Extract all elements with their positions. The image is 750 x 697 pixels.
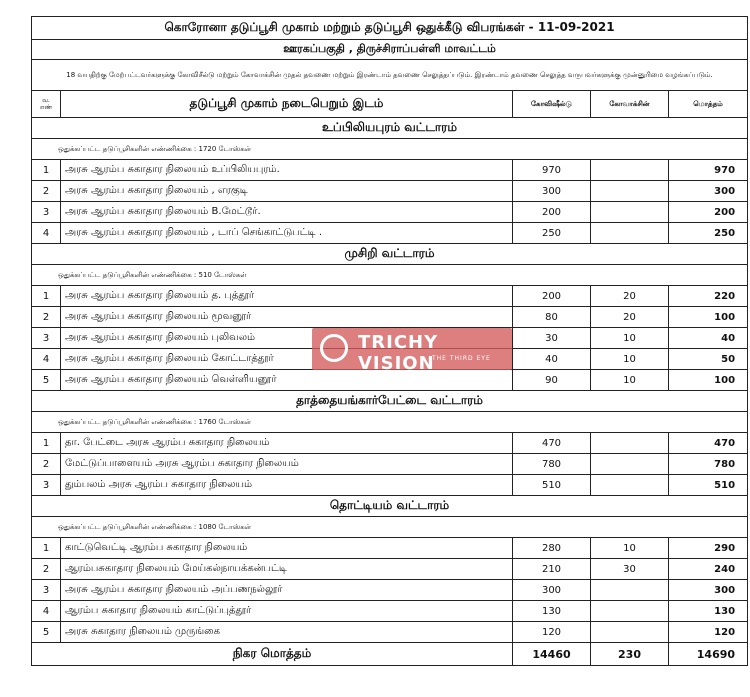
serial-number: 1: [32, 433, 61, 454]
serial-number: 5: [32, 370, 61, 391]
serial-number: 4: [32, 601, 61, 622]
table-row: [32, 160, 748, 181]
covishield-count: 300: [513, 181, 591, 202]
document-subtitle: ஊரகப்பகுதி , திருச்சிராப்பள்ளி மாவட்டம்: [32, 40, 748, 60]
block-name: முசிறி வட்டாரம்: [32, 244, 748, 265]
row-total: 40: [669, 328, 748, 349]
covishield-count: 250: [513, 223, 591, 244]
table-row: [32, 202, 748, 223]
header-covaxin: கோவாக்சின்: [591, 91, 669, 118]
allocation-text: ஒதுக்கப்பட்ட தடுப்பூசிகளின் எண்ணிக்கை : 510 டோஸ்கள்: [32, 265, 748, 286]
row-total: 50: [669, 349, 748, 370]
table-row: [32, 181, 748, 202]
covishield-count: 200: [513, 202, 591, 223]
camp-location: மேட்டுப்பாளையம் அரசு ஆரம்ப சுகாதார நிலையம்: [61, 454, 513, 475]
covishield-count: 80: [513, 307, 591, 328]
covaxin-count: [591, 202, 669, 223]
serial-number: 5: [32, 622, 61, 643]
allocation-text: ஒதுக்கப்பட்ட தடுப்பூசிகளின் எண்ணிக்கை : 1760 டோஸ்கள்: [32, 412, 748, 433]
grand-total-covishield: 14460: [513, 643, 591, 666]
covaxin-count: [591, 454, 669, 475]
grand-total-covaxin: 230: [591, 643, 669, 666]
covishield-count: 200: [513, 286, 591, 307]
table-row: [32, 559, 748, 580]
serial-number: 4: [32, 223, 61, 244]
covaxin-count: 20: [591, 286, 669, 307]
table-row: [32, 622, 748, 643]
table-row: [32, 223, 748, 244]
table-row: [32, 580, 748, 601]
camp-location: அரசு ஆரம்ப சுகாதார நிலையம் வெள்ளியனூர்: [61, 370, 513, 391]
allocation-row: [32, 265, 748, 286]
row-total: 100: [669, 307, 748, 328]
block-name: தொட்டியம் வட்டாரம்: [32, 496, 748, 517]
serial-number: 3: [32, 580, 61, 601]
serial-number: 3: [32, 202, 61, 223]
serial-number: 1: [32, 286, 61, 307]
camp-location: அரசு ஆரம்ப சுகாதார நிலையம் புலிவலம்: [61, 328, 513, 349]
camp-location: அரசு சுகாதார நிலையம் முருங்கை: [61, 622, 513, 643]
camp-location: ஆரம்ப சுகாதார நிலையம் காட்டுப்புத்தூர்: [61, 601, 513, 622]
covaxin-count: 30: [591, 559, 669, 580]
row-total: 300: [669, 580, 748, 601]
watermark-tagline: THE THIRD EYE: [432, 355, 491, 362]
serial-number: 1: [32, 538, 61, 559]
serial-number: 2: [32, 559, 61, 580]
allocation-row: [32, 517, 748, 538]
serial-number: 1: [32, 160, 61, 181]
row-total: 100: [669, 370, 748, 391]
serial-number: 2: [32, 454, 61, 475]
row-total: 130: [669, 601, 748, 622]
covishield-count: 90: [513, 370, 591, 391]
header-covishield: கோவிஷீல்டு: [513, 91, 591, 118]
block-heading-row: [32, 496, 748, 517]
covaxin-count: [591, 223, 669, 244]
watermark-logo-icon: [320, 334, 348, 362]
covishield-count: 40: [513, 349, 591, 370]
document-title: கொரோனா தடுப்பூசி முகாம் மற்றும் தடுப்பூசி ஒதுக்கீடு விபரங்கள் - 11-09-2021: [32, 17, 748, 40]
covishield-count: 30: [513, 328, 591, 349]
camp-location: அரசு ஆரம்ப சுகாதார நிலையம் B.மேட்டூர்.: [61, 202, 513, 223]
camp-location: அரசு ஆரம்ப சுகாதார நிலையம் அப்பணநல்லூர்: [61, 580, 513, 601]
camp-location: தா. பேட்டை அரசு ஆரம்ப சுகாதார நிலையம்: [61, 433, 513, 454]
allocation-text: ஒதுக்கப்பட்ட தடுப்பூசிகளின் எண்ணிக்கை : 1720 டோஸ்கள்: [32, 139, 748, 160]
serial-number: 4: [32, 349, 61, 370]
grand-total-label: நிகர மொத்தம்: [32, 643, 513, 666]
covaxin-count: [591, 580, 669, 601]
camp-location: அரசு ஆரம்ப சுகாதார நிலையம் கோட்டாத்தூர்: [61, 349, 513, 370]
table-row: [32, 454, 748, 475]
subtitle-row: [32, 40, 748, 60]
row-total: 780: [669, 454, 748, 475]
covishield-count: 280: [513, 538, 591, 559]
serial-number: 2: [32, 181, 61, 202]
covishield-count: 300: [513, 580, 591, 601]
covaxin-count: 20: [591, 307, 669, 328]
note-row: [32, 60, 748, 91]
row-total: 250: [669, 223, 748, 244]
covishield-count: 120: [513, 622, 591, 643]
row-total: 970: [669, 160, 748, 181]
covaxin-count: [591, 475, 669, 496]
row-total: 510: [669, 475, 748, 496]
header-serial-number: வ. எண்: [32, 91, 61, 118]
row-total: 200: [669, 202, 748, 223]
table-row: [32, 433, 748, 454]
row-total: 300: [669, 181, 748, 202]
header-total: மொத்தம்: [669, 91, 748, 118]
serial-number: 2: [32, 307, 61, 328]
block-heading-row: [32, 391, 748, 412]
camp-location: அரசு ஆரம்ப சுகாதார நிலையம் உப்பிலியபுரம்.: [61, 160, 513, 181]
covaxin-count: [591, 160, 669, 181]
covaxin-count: 10: [591, 328, 669, 349]
covaxin-count: 10: [591, 370, 669, 391]
table-row: [32, 601, 748, 622]
eligibility-note: 18 வயதிற்கு மேற்பட்டவர்களுக்கு கோவிசீல்டு மற்றும் கோவாக்சின் முதல் தவணை மற்றும் இரண்டாம் தவணை செலுத்தப்படும். இரண்டாம் தவணை செலுத்த வருபவர்களுக்கு முன்னுரிமை வழங்கப்படும்.: [32, 60, 748, 91]
table-row: [32, 286, 748, 307]
row-total: 240: [669, 559, 748, 580]
table-row: [32, 307, 748, 328]
trichy-vision-watermark: [312, 328, 512, 374]
camp-location: தும்பலம் அரசு ஆரம்ப சுகாதார நிலையம்: [61, 475, 513, 496]
watermark-name: TRICHY VISION: [358, 332, 439, 374]
block-name: உப்பிலியபுரம் வட்டாரம்: [32, 118, 748, 139]
covaxin-count: [591, 601, 669, 622]
block-heading-row: [32, 118, 748, 139]
row-total: 290: [669, 538, 748, 559]
covaxin-count: [591, 181, 669, 202]
header-camp-location: தடுப்பூசி முகாம் நடைபெறும் இடம்: [61, 91, 513, 118]
covishield-count: 470: [513, 433, 591, 454]
covishield-count: 780: [513, 454, 591, 475]
covaxin-count: 10: [591, 538, 669, 559]
vaccination-document: [31, 16, 747, 666]
camp-location: காட்டுவெட்டி ஆரம்ப சுகாதார நிலையம்: [61, 538, 513, 559]
covaxin-count: [591, 433, 669, 454]
allocation-row: [32, 139, 748, 160]
column-header-row: [32, 91, 748, 118]
block-heading-row: [32, 244, 748, 265]
grand-total-overall: 14690: [669, 643, 748, 666]
block-name: தாத்தையங்கார்பேட்டை வட்டாரம்: [32, 391, 748, 412]
covishield-count: 510: [513, 475, 591, 496]
title-row: [32, 17, 748, 40]
covishield-count: 130: [513, 601, 591, 622]
allocation-text: ஒதுக்கப்பட்ட தடுப்பூசிகளின் எண்ணிக்கை : 1080 டோஸ்கள்: [32, 517, 748, 538]
row-total: 220: [669, 286, 748, 307]
table-row: [32, 538, 748, 559]
covishield-count: 970: [513, 160, 591, 181]
grand-total-row: [32, 643, 748, 666]
covishield-count: 210: [513, 559, 591, 580]
allocation-row: [32, 412, 748, 433]
serial-number: 3: [32, 328, 61, 349]
camp-location: ஆரம்பசுகாதார நிலையம் மேய்கல்நாயக்கன்பட்டி: [61, 559, 513, 580]
row-total: 120: [669, 622, 748, 643]
covaxin-count: [591, 622, 669, 643]
serial-number: 3: [32, 475, 61, 496]
covaxin-count: 10: [591, 349, 669, 370]
camp-location: அரசு ஆரம்ப சுகாதார நிலையம் த. புத்தூர்: [61, 286, 513, 307]
table-row: [32, 475, 748, 496]
row-total: 470: [669, 433, 748, 454]
camp-location: அரசு ஆரம்ப சுகாதார நிலையம் , எரகுடி: [61, 181, 513, 202]
camp-location: அரசு ஆரம்ப சுகாதார நிலையம் , டாப் செங்காட்டுபட்டி .: [61, 223, 513, 244]
camp-location: அரசு ஆரம்ப சுகாதார நிலையம் மூவனூர்: [61, 307, 513, 328]
